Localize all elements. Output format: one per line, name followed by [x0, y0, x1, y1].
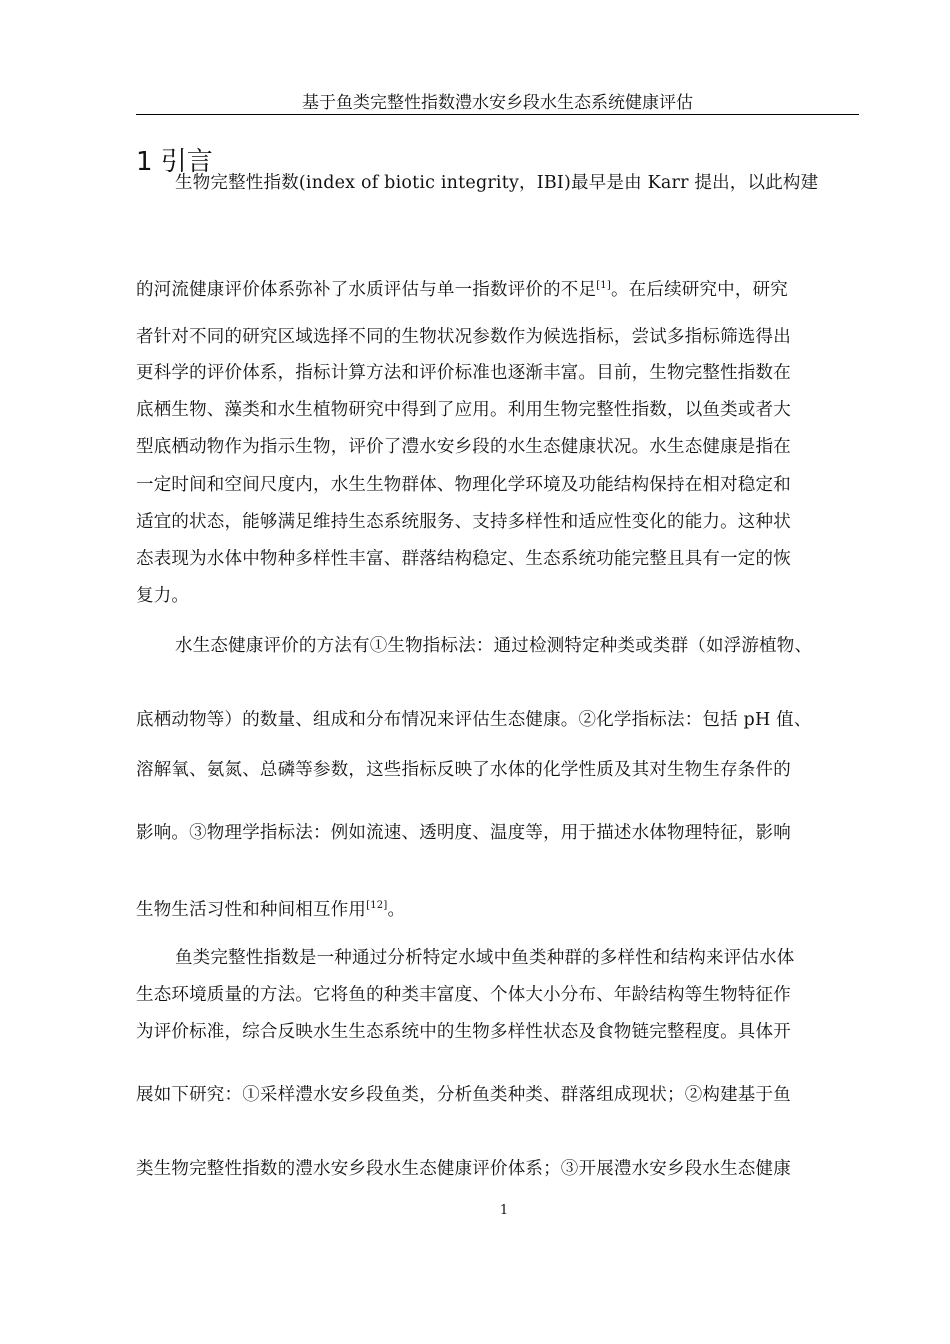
paragraph-3-line-3: 为评价标准，综合反映水生生态系统中的生物多样性状态及食物链完整程度。具体开: [136, 1022, 791, 1042]
paragraph-3-line-4: 展如下研究：①采样澧水安乡段鱼类，分析鱼类种类、群落组成现状；②构建基于鱼: [136, 1085, 791, 1105]
citation-ref: [12]: [366, 900, 388, 911]
text-run: 的河流健康评价体系弥补了水质评估与单一指数评价的不足: [136, 280, 597, 300]
text-run: 。在后续研究中，研究: [610, 280, 788, 300]
paragraph-3-line-2: 生态环境质量的方法。它将鱼的种类丰富度、个体大小分布、年龄结构等生物特征作: [136, 985, 791, 1005]
paragraph-1-line-5: 底栖生物、藻类和水生植物研究中得到了应用。利用生物完整性指数，以鱼类或者大: [136, 400, 791, 420]
text-run: 生物生活习性和种间相互作用: [136, 900, 367, 920]
paragraph-1-line-8: 适宜的状态，能够满足维持生态系统服务、支持多样性和适应性变化的能力。这种状: [136, 512, 791, 532]
paragraph-1-line-7: 一定时间和空间尺度内，水生生物群体、物理化学环境及功能结构保持在相对稳定和: [136, 475, 791, 495]
citation-ref: [1]: [596, 280, 611, 291]
paragraph-1-line-10: 复力。: [136, 586, 190, 606]
paragraph-2-line-2: 底栖动物等）的数量、组成和分布情况来评估生态健康。②化学指标法：包括 pH 值、: [136, 710, 812, 730]
paragraph-2-line-1: 水生态健康评价的方法有①生物指标法：通过检测特定种类或类群（如浮游植物、: [175, 636, 813, 656]
paragraph-3-line-5: 类生物完整性指数的澧水安乡段水生态健康评价体系；③开展澧水安乡段水生态健康: [136, 1159, 791, 1179]
paragraph-1-line-2: [136, 273, 859, 303]
paragraph-1-line-6: 型底栖动物作为指示生物，评价了澧水安乡段的水生态健康状况。水生态健康是指在: [136, 437, 791, 457]
paragraph-1-line-4: 更科学的评价体系，指标计算方法和评价标准也逐渐丰富。目前，生物完整性指数在: [136, 363, 791, 383]
paragraph-1-line-9: 态表现为水体中物种多样性丰富、群落结构稳定、生态系统功能完整且具有一定的恢: [136, 549, 791, 569]
paragraph-1-line-3: 者针对不同的研究区域选择不同的生物状况参数作为候选指标，尝试多指标筛选得出: [136, 327, 791, 347]
paragraph-1-line-1: 生物完整性指数(index of biotic integrity，IBI)最早是由 Karr 提出，以此构建: [175, 173, 819, 193]
paragraph-2-line-4: 影响。③物理学指标法：例如流速、透明度、温度等，用于描述水体物理特征，影响: [136, 823, 791, 843]
header-rule: [136, 114, 859, 115]
paragraph-3-line-1: 鱼类完整性指数是一种通过分析特定水域中鱼类种群的多样性和结构来评估水体: [175, 948, 795, 968]
page-number: 1: [499, 1203, 509, 1218]
text-run: 。: [387, 900, 406, 920]
paragraph-2-line-5: [136, 893, 859, 923]
running-header: 基于鱼类完整性指数澧水安乡段水生态系统健康评估: [302, 93, 693, 113]
section-heading: 1 引言: [136, 147, 213, 177]
paragraph-2-line-3: 溶解氧、氨氮、总磷等参数，这些指标反映了水体的化学性质及其对生物生存条件的: [136, 760, 791, 780]
